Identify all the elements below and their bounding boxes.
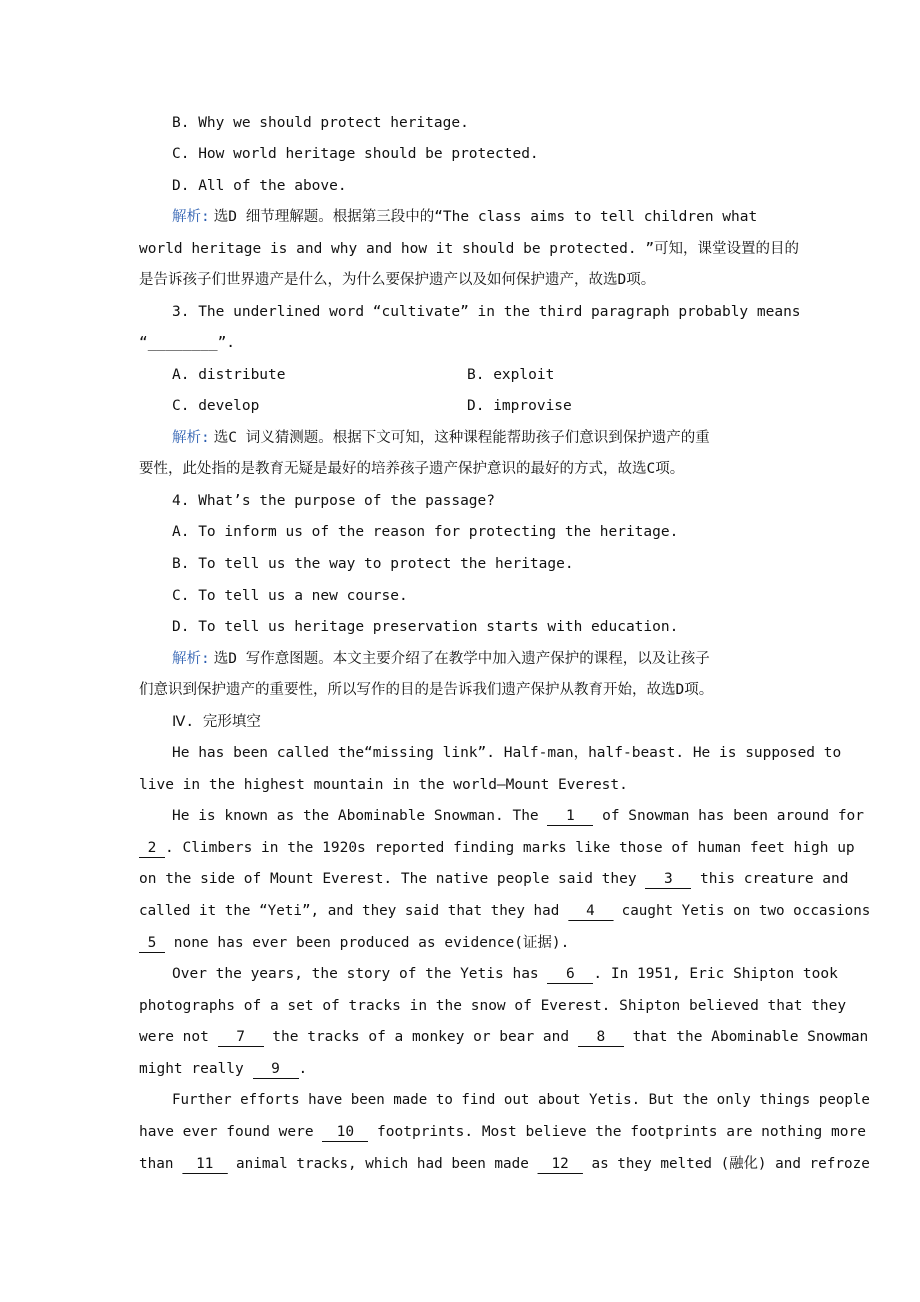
cloze-paragraph-line: [139, 838, 860, 858]
cloze-paragraph-line: [139, 869, 860, 889]
cloze-blank-1: 1: [547, 807, 593, 826]
q3-option-c: C. develop: [172, 398, 260, 414]
cloze-text: Over the years, the story of the Yetis has: [172, 966, 548, 982]
q3-analysis-line: 要性，此处指的是教育无疑是最好的培养孩子遗产保护意识的最好的方式，故选C项。: [139, 461, 685, 477]
q3-option-d: D. improvise: [467, 398, 572, 414]
q4-stem: 4. What’s the purpose of the passage?: [172, 493, 496, 509]
cloze-text: have ever found were: [139, 1124, 323, 1140]
cloze-text: that the Abominable Snowman: [623, 1029, 869, 1045]
q4-option-b: B. To tell us the way to protect the heritage.: [172, 556, 574, 572]
cloze-blank-12: 12: [537, 1155, 582, 1174]
cloze-text: . In 1951, Eric Shipton took: [593, 966, 838, 982]
cloze-text: .: [298, 1061, 308, 1077]
q4-analysis-line: 们意识到保护遗产的重要性，所以写作的目的是告诉我们遗产保护从教育开始，故选D项。: [139, 682, 714, 698]
q4-option-c: C. To tell us a new course.: [172, 588, 408, 604]
cloze-paragraph-line: [139, 1027, 869, 1047]
cloze-paragraph-line: He has been called the“missing link”. Half-man，half-beast. He is supposed to: [172, 745, 842, 761]
cloze-text: the tracks of a monkey or bear and: [263, 1029, 578, 1045]
cloze-text: footprints. Most believe the footprints are nothing more: [368, 1124, 866, 1140]
analysis-text: 选D 写作意图题。本文主要介绍了在教学中加入遗产保护的课程，以及让孩子: [213, 651, 710, 667]
cloze-blank-6: 6: [547, 965, 593, 984]
cloze-blank-2: 2: [139, 839, 165, 858]
analysis-text: 选C 词义猜测题。根据下文可知，这种课程能帮助孩子们意识到保护遗产的重: [213, 430, 710, 446]
analysis-text: 选D 细节理解题。根据第三段中的“The class aims to tell children what: [213, 209, 758, 225]
q3-option-row: [172, 396, 860, 416]
q3-stem: 3. The underlined word “cultivate” in the third paragraph probably means: [172, 304, 801, 320]
cloze-paragraph-line: photographs of a set of tracks in the snow of Everest. Shipton believed that they: [139, 998, 847, 1014]
cloze-paragraph-line: [139, 1059, 860, 1079]
cloze-paragraph-line: [139, 1154, 870, 1174]
cloze-text: as they melted (融化) and refroze: [582, 1156, 870, 1172]
cloze-blank-11: 11: [182, 1155, 227, 1174]
cloze-paragraph-line: [172, 806, 865, 826]
q3-option-row: [172, 365, 860, 385]
q2-option-d: D. All of the above.: [172, 178, 347, 194]
section-heading: Ⅳ. 完形填空: [172, 714, 261, 730]
q2-analysis-line: world heritage is and why and how it should be protected. ”可知，课堂设置的目的: [139, 241, 800, 257]
q3-option-b: B. exploit: [467, 367, 555, 383]
cloze-paragraph-line: Further efforts have been made to find out about Yetis. But the only things people: [172, 1092, 870, 1108]
cloze-blank-9: 9: [253, 1060, 299, 1079]
cloze-paragraph-line: live in the highest mountain in the world—Mount Everest.: [139, 777, 628, 793]
q2-option-c: C. How world heritage should be protected.: [172, 146, 539, 162]
q3-option-a: A. distribute: [172, 367, 286, 383]
cloze-paragraph-line: [139, 933, 860, 953]
cloze-blank-5: 5: [139, 934, 165, 953]
cloze-text: animal tracks, which had been made: [227, 1156, 538, 1172]
q2-analysis-line: [172, 207, 860, 227]
cloze-text: might really: [139, 1061, 253, 1077]
cloze-text: than: [139, 1156, 183, 1172]
cloze-text: none has ever been produced as evidence(证据).: [165, 935, 570, 951]
cloze-text: . Climbers in the 1920s reported finding marks like those of human feet high up: [165, 840, 855, 856]
q2-analysis-line: 是告诉孩子们世界遗产是什么，为什么要保护遗产以及如何保护遗产，故选D项。: [139, 272, 656, 288]
cloze-paragraph-line: [172, 964, 860, 984]
q3-analysis-line: [172, 428, 860, 448]
cloze-blank-3: 3: [645, 870, 691, 889]
cloze-text: on the side of Mount Everest. The native people said they: [139, 871, 646, 887]
analysis-label: 解析:: [172, 430, 210, 446]
cloze-text: He is known as the Abominable Snowman. The: [172, 808, 548, 824]
cloze-text: of Snowman has been around for: [593, 808, 865, 824]
cloze-paragraph-line: [139, 901, 871, 921]
q4-option-a: A. To inform us of the reason for protecting the heritage.: [172, 524, 679, 540]
cloze-blank-8: 8: [578, 1028, 624, 1047]
cloze-blank-10: 10: [322, 1123, 368, 1142]
q4-option-d: D. To tell us heritage preservation starts with education.: [172, 619, 679, 635]
cloze-text: called it the “Yeti”, and they said that they had: [139, 903, 568, 919]
cloze-text: caught Yetis on two occasions: [613, 903, 871, 919]
cloze-blank-4: 4: [568, 902, 613, 921]
q3-stem: “________”.: [139, 335, 236, 351]
cloze-paragraph-line: [139, 1122, 866, 1142]
q2-option-b: B. Why we should protect heritage.: [172, 115, 469, 131]
analysis-label: 解析:: [172, 651, 210, 667]
cloze-blank-7: 7: [218, 1028, 264, 1047]
cloze-text: were not: [139, 1029, 218, 1045]
cloze-text: this creature and: [691, 871, 849, 887]
q4-analysis-line: [172, 649, 860, 669]
analysis-label: 解析:: [172, 209, 210, 225]
